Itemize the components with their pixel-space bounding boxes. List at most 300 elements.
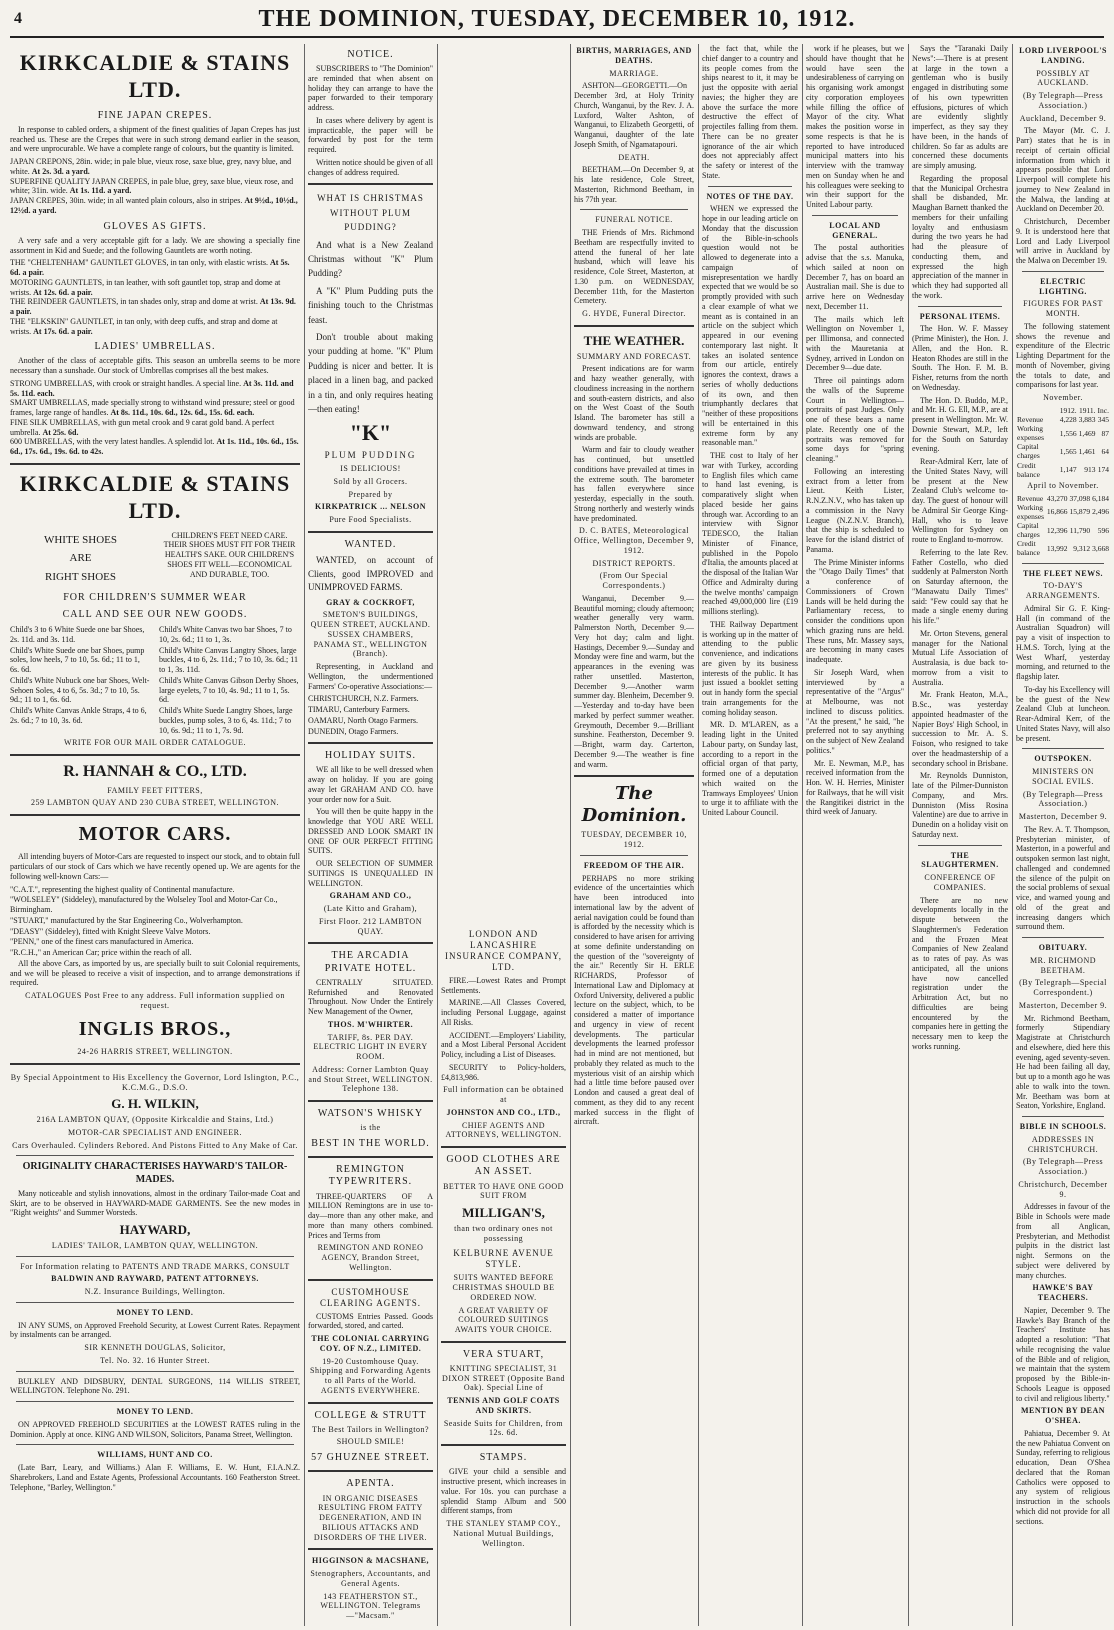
liverpool-sub: POSSIBLY AT AUCKLAND. bbox=[1036, 68, 1090, 88]
table-row: Revenue 4,228 3,883 345 bbox=[1017, 414, 1109, 424]
divider bbox=[574, 325, 694, 327]
k-prepared: Prepared by bbox=[348, 489, 393, 499]
k-pure: Pure Food Specialists. bbox=[329, 515, 412, 525]
notice-body-3: Written notice should be given of all changes of address required. bbox=[308, 157, 433, 177]
wilkin-appointment: By Special Appointment to His Excellency the Governor, Lord Islington, P.C., K.C.M.G., D.S.O. bbox=[10, 1072, 300, 1092]
divider bbox=[308, 1470, 433, 1472]
customs-name: THE COLONIAL CARRYING COY. OF N.Z., LIMITED. bbox=[311, 1334, 430, 1353]
customs-body: CUSTOMS Entries Passed. Goods forwarded, stored, and carted. bbox=[308, 1311, 433, 1331]
liverpool-body: The Mayor (Mr. C. J. Parr) states that he is in receipt of certain official information from which it appears possible that Lord Liverpool will complete his journey to New Zealand in the Malwa, the landing at Auckland on December 20. bbox=[1016, 126, 1110, 214]
shoes-line: RIGHT SHOES bbox=[44, 571, 116, 583]
divider bbox=[580, 209, 688, 210]
funeral-heading: FUNERAL NOTICE. bbox=[595, 215, 673, 225]
outspoken-body: The Rev. A. T. Thompson, Presbyterian minister, of Masterton, in a powerful and outspoken sermon last night, challenged and condemned the silence of the pulpit on the social problems of sexual vice, and warned young and old of the great and increasing dangers which surround them. bbox=[1016, 824, 1110, 932]
arcadia-owner: THOS. M'WHIRTER. bbox=[327, 1019, 414, 1029]
watson-is: is the bbox=[360, 1123, 381, 1133]
london-item: MARINE.—All Classes Covered, including Personal Luggage, against All Risks. bbox=[441, 998, 566, 1027]
column-rule bbox=[304, 44, 305, 1626]
notice-heading: NOTICE. bbox=[347, 49, 394, 60]
figures-label: November. bbox=[1043, 393, 1083, 402]
electric-body: The following statement shows the revenue and expenditure of the Electric Lighting Department for the month of November, giving the totals to date, and comparisons for last year. bbox=[1016, 321, 1110, 390]
arcadia-body: CENTRALLY SITUATED. Refurnished and Renovated Throughout. Now Under the Entirely New Management of the Owner, bbox=[308, 977, 433, 1017]
catalogue-note: WRITE FOR OUR MAIL ORDER CATALOGUE. bbox=[64, 738, 246, 748]
liverpool-place: Auckland, December 9. bbox=[1019, 113, 1107, 123]
newspaper-title: THE DOMINION, TUESDAY, DECEMBER 10, 1912. bbox=[258, 6, 856, 32]
divider bbox=[16, 1371, 294, 1372]
wilkin-note: Cars Overhauled. Cylinders Rebored. And Pistons Fitted to Any Make of Car. bbox=[12, 1140, 298, 1150]
umbrella-item: FINE SILK UMBRELLAS, with gun metal crook and 9 carat gold band. A perfect umbrella. At 25s. 6d. bbox=[10, 417, 275, 437]
inglis-heading: INGLIS BROS., bbox=[78, 1017, 232, 1040]
liverpool-wire: (By Telegraph—Press Association.) bbox=[1022, 91, 1104, 110]
column-rule bbox=[1012, 44, 1013, 1626]
holiday-body-2: You will then be quite happy in the knowledge that YOU ARE WELL DRESSED AND LOOK SMART IN ONE OF OUR PERFECT FITTING SUITS. bbox=[308, 807, 433, 856]
london-agent-sub: CHIEF AGENTS AND ATTORNEYS, WELLINGTON. bbox=[445, 1120, 562, 1140]
personal-body: Mr. Frank Heaton, M.A., B.Sc., was yesterday appointed headmaster of the Napier Boys' High School, in succession to Mr. A. S. Foison, who resigned to take over the headmastership of a secondary school in Brisbane. bbox=[912, 690, 1008, 768]
watson-best: BEST IN THE WORLD. bbox=[311, 1138, 430, 1150]
gray-item: OAMARU, North Otago Farmers. bbox=[308, 715, 418, 725]
hannah-address: 259 LAMBTON QUAY AND 230 CUBA STREET, WELLINGTON. bbox=[31, 798, 279, 808]
motor-item: "DEASY" (Siddeley), fitted with Knight Sleeve Valve Motors. bbox=[10, 926, 211, 936]
umbrellas-heading: LADIES' UMBRELLAS. bbox=[94, 341, 216, 353]
remington-body: THREE-QUARTERS OF A MILLION Remingtons are in use to-day—more than any other make, and more than many others combined. Prices and Terms from bbox=[308, 1191, 433, 1240]
holiday-body: WE all like to be well dressed when away on holiday. If you are going away let GRAHAM AND CO. have your order now for a Suit. bbox=[308, 765, 433, 804]
clothes-body: BETTER TO HAVE ONE GOOD SUIT FROM bbox=[443, 1181, 564, 1201]
reports-heading: DISTRICT REPORTS. bbox=[592, 558, 676, 568]
vera-price: Seaside Suits for Children, from 12s. 6d. bbox=[443, 1418, 564, 1438]
kelburne-style: KELBURNE AVENUE STYLE. bbox=[453, 1248, 554, 1270]
obituary-name: MR. RICHMOND BEETHAM. bbox=[1029, 955, 1096, 975]
bible-body: Addresses in favour of the Bible in Schools were made from all Anglican, Presbyterian, and Methodist pulpits in the district last night. Sermons on the subject were delivered by many churches. bbox=[1016, 1202, 1110, 1280]
dean-body: Pahiatua, December 9. At the new Pahiatua Convent on Sunday, referring to religious education, Dean O'Shea declared that the Roman Catholics were opposed to any system of religious instruction in the schools which did not provide for all sections. bbox=[1016, 1428, 1110, 1526]
obituary-body: Mr. Richmond Beetham, formerly Stipendiary Magistrate at Christchurch and elsewhere, died here this evening, aged seventy-seven. He had been failing all day, but up to a month ago he was able to walk into the town. Mr. Beetham was born at Seaton, Yorkshire, England. bbox=[1016, 1013, 1110, 1111]
notice-body-2: In cases where delivery by agent is impracticable, the paper will be forwarded by post for the term required. bbox=[308, 115, 433, 155]
divider bbox=[16, 1444, 294, 1445]
outspoken-sub: MINISTERS ON SOCIAL EVILS. bbox=[1032, 767, 1094, 786]
k-sold: Sold by all Grocers. bbox=[333, 476, 408, 486]
local-body: The postal authorities advise that the s.s. Manuka, which sailed at noon on December 7, has on board an Australian mail. She is due to arrive here on Wednesday next, December 11. bbox=[806, 243, 904, 311]
masthead bbox=[0, 0, 1114, 40]
hayward-sub: LADIES' TAILOR, LAMBTON QUAY, WELLINGTON. bbox=[51, 1240, 259, 1250]
customs-address: 19-20 Customhouse Quay. Shipping and Forwarding Agents to all Parts of the World. AGENTS EVERYWHERE. bbox=[310, 1356, 431, 1395]
shoe-item: Child's 3 to 6 White Suede one bar Shoes, 2s. 11d. and 3s. 11d. bbox=[10, 625, 145, 644]
figures-table bbox=[1016, 494, 1110, 558]
london-agent: JOHNSTON AND CO., LTD., bbox=[446, 1107, 561, 1117]
umbrella-item: STRONG UMBRELLAS, with crook or straight handles. A special line. At 3s. 11d. and 5s. 11d. each. bbox=[10, 378, 294, 398]
reports-sub: (From Our Special Correspondents.) bbox=[599, 571, 669, 591]
gray-address: SMETON'S BUILDINGS, QUEEN STREET, AUCKLAND. SUSSEX CHAMBERS, PANAMA ST., WELLINGTON (Branch). bbox=[310, 610, 431, 659]
milligan-name: MILLIGAN'S, bbox=[462, 1205, 545, 1220]
electric-heading: ELECTRIC LIGHTING. bbox=[1039, 276, 1087, 296]
local-heading: LOCAL AND GENERAL. bbox=[829, 220, 881, 240]
money-body: IN ANY SUMS, on Approved Freehold Security, at Lowest Current Rates. Repayment by instalments can be arranged. bbox=[10, 1320, 300, 1340]
figures-table bbox=[1016, 406, 1110, 479]
column-ads-middle bbox=[308, 44, 433, 1626]
notice-body: SUBSCRIBERS to "The Dominion" are reminded that when absent on holiday they can arrange to have the paper forwarded to their temporary address. bbox=[308, 64, 433, 113]
column-local bbox=[806, 44, 904, 1626]
fleet-body: Admiral Sir G. F. King-Hall (in command of the Australian Squadron) will pay a visit of inspection to H.M.S. Torch, lying at the West Wharf, yesterday morning, and returned to the flagship later. bbox=[1016, 603, 1110, 682]
london-item: SECURITY to Policy-holders, £4,813,986. bbox=[441, 1062, 566, 1082]
funeral-body: THE Friends of Mrs. Richmond Beetham are respectfully invited to attend the funeral of her late husband, which will leave his residence, Cole Street, Masterton, at 1.30 p.m. on WEDNESDAY, December 11th, for the Masterton Cemetery. bbox=[574, 228, 694, 306]
motor-intro: All intending buyers of Motor-Cars are requested to inspect our stock, and to obtain full particulars of our stock of Cars which we have recently opened up. We are agents for the following well-known Cars:— bbox=[10, 852, 300, 881]
divider bbox=[16, 1155, 294, 1156]
patents-intro: For Information relating to PATENTS AND TRADE MARKS, CONSULT bbox=[20, 1261, 290, 1271]
variety: A GREAT VARIETY OF COLOURED SUITINGS AWAITS YOUR CHOICE. bbox=[454, 1305, 553, 1335]
obituary-heading: OBITUARY. bbox=[1038, 943, 1088, 953]
patents-address: N.Z. Insurance Buildings, Wellington. bbox=[84, 1287, 226, 1297]
outspoken-place: Masterton, December 9. bbox=[1018, 812, 1108, 822]
weather-heading: THE WEATHER. bbox=[583, 332, 685, 348]
local-body: Mr. E. Newman, M.P., has received information from the Hon. W. H. Herries, Minister for Railways, that he will visit the Rangitikei district in the third week of January. bbox=[806, 758, 904, 817]
london-heading: LONDON AND LANCASHIRE INSURANCE COMPANY, LTD. bbox=[444, 929, 563, 972]
divider bbox=[574, 775, 694, 777]
column-personal bbox=[912, 44, 1008, 1626]
column-editorial bbox=[574, 44, 694, 1626]
higginson-name: HIGGINSON & MACSHANE, bbox=[312, 1556, 429, 1566]
motor-catalogue: CATALOGUES Post Free to any address. Full information supplied on request. bbox=[25, 991, 285, 1010]
liverpool-body: Christchurch, December 9. It is understood here that Lord and Lady Liverpool will arrive in Auckland by the Malwa on December 19. bbox=[1016, 217, 1110, 265]
outspoken-wire: (By Telegraph—Press Association.) bbox=[1022, 789, 1104, 809]
notes-body: WHEN we expressed the hope in our leading article on Monday that the discussion of the Bible-in-schools question would not be allowed to degenerate into a campaign of misrepresentation we hardly expected that we would be so promptly provided with such a clear example of what we meant as is contained in an article on the subject which appeared in our evening contemporary last night. It takes an isolated sentence from our article, entirely ignores the context, draws a series of wholly deductions of its own, and then triumphantly declares that "neither of these propositions will be entertained in this extreme form by any reasonable man." bbox=[702, 204, 798, 448]
hayward-heading: ORIGINALITY CHARACTERISES HAYWARD'S TAILOR-MADES. bbox=[22, 1161, 288, 1185]
watson-heading: WATSON'S WHISKY bbox=[317, 1108, 424, 1120]
k-delicious: IS DELICIOUS! bbox=[340, 464, 401, 474]
london-item: ACCIDENT.—Employers' Liability, and a Most Liberal Personal Accident Policy, including a List of Diseases. bbox=[441, 1030, 566, 1060]
wilkin-role: MOTOR-CAR SPECIALIST AND ENGINEER. bbox=[67, 1127, 243, 1137]
divider bbox=[308, 1100, 433, 1102]
gloves-intro: A very safe and a very acceptable gift for a lady. We are showing a specially fine assortment in Kid and Suede; and the following Gauntlets are worth noting. bbox=[10, 235, 300, 255]
london-info: Full information can be obtained at bbox=[443, 1085, 564, 1105]
inglis-address: 24-26 HARRIS STREET, WELLINGTON. bbox=[77, 1047, 233, 1057]
article-body: the fact that, while the chief danger to a country and its people comes from the ships nearest to it, it may be just the opposite with aerial navies; the higher they are above the surface the more destructive the effect of projectiles falling from them. There can be no greater ignorance of the air which does not appreciably affect the safety or interest of the State. bbox=[702, 44, 798, 180]
wanted-body: WANTED, on account of Clients, good IMPROVED and UNIMPROVED FARMS. bbox=[308, 555, 433, 593]
money-tel: Tel. No. 32. 16 Hunter Street. bbox=[100, 1355, 210, 1365]
wanted-heading: WANTED. bbox=[344, 538, 397, 550]
divider bbox=[16, 1302, 294, 1303]
upper-spacer bbox=[441, 44, 566, 924]
column-notes bbox=[702, 44, 798, 1626]
personal-body: Mr. Orton Stevens, general manager for the National Mutual Life Association of Australasia, is due back to-morrow from a visit to Australia. bbox=[912, 628, 1008, 687]
gray-name: GRAY & COCKROFT, bbox=[326, 597, 415, 607]
divider bbox=[308, 1548, 433, 1550]
apenta-body: IN ORGANIC DISEASES RESULTING FROM FATTY DEGENERATION, AND IN BILIOUS ATTACKS AND DISORDERS OF THE LIVER. bbox=[313, 1493, 428, 1542]
table-row: Capital charges 1,565 1,461 64 bbox=[1017, 442, 1109, 461]
freedom-heading: FREEDOM OF THE AIR. bbox=[583, 860, 685, 870]
divider bbox=[1022, 937, 1104, 938]
motor-item: "C.A.T.", representing the highest quality of Continental manufacture. bbox=[10, 884, 235, 894]
motor-outro: All the above Cars, as imported by us, are specially built to suit Colonial requirements, and we will be pleased to receive a visit of inspection, and to arrange demonstrations if required. bbox=[10, 958, 300, 988]
column-ads-left bbox=[10, 44, 300, 1626]
funeral-sign: G. HYDE, Funeral Director. bbox=[582, 309, 686, 318]
divider bbox=[1022, 1116, 1104, 1117]
table-row: Working expenses 16,866 15,879 2,496 bbox=[1017, 502, 1109, 521]
patents-name: BALDWIN AND RAYWARD, PATENT ATTORNEYS. bbox=[51, 1274, 259, 1284]
money-name: SIR KENNETH DOUGLAS, Solicitor, bbox=[84, 1343, 226, 1353]
shoe-item: Child's White Suede one bar Shoes, pump soles, low heels, 7 to 10, 5s. 6d.; 11 to 1, 6s. 6d. bbox=[10, 645, 145, 675]
personal-body: Referring to the late Rev. Father Costello, who died suddenly at Palmerston North on Saturday afternoon, the "Manawatu Daily Times" said: "Few could say that he made a single enemy during his life." bbox=[912, 547, 1008, 625]
umbrella-item: 600 UMBRELLAS, with the very latest handles. A splendid lot. At 1s. 11d., 10s. 6d., 15s. 6d., 17s. 6d., 19s. 6d. to 42s. bbox=[10, 437, 299, 457]
fleet-sub: TO-DAY'S ARRANGEMENTS. bbox=[1025, 581, 1101, 601]
suits-wanted: SUITS WANTED BEFORE CHRISTMAS SHOULD BE ORDERED NOW. bbox=[452, 1273, 555, 1302]
divider bbox=[918, 306, 1002, 307]
local-body: The Prime Minister informs the "Otago Daily Times" that a conference of Commissioners of Crown Lands will be held during the Parliamentary recess, to consider the conditions upon which grazing runs are held. These runs, Mr. Massey says, are becoming in many cases inadequate. bbox=[806, 557, 904, 664]
kirkcaldie-heading: KIRKCALDIE & STAINS LTD. bbox=[19, 50, 291, 102]
fleet-body: To-day his Excellency will be the guest of the New Zealand Club at luncheon. Rear-Admiral Kerr, of the United States Navy, will also be present. bbox=[1016, 684, 1110, 743]
shoes-line: WHITE SHOES bbox=[43, 533, 118, 546]
shoe-item: Child's White Canvas Gibson Derby Shoes, large eyelets, 7 to 10, 4s. 9d.; 11 to 1, 5s. 6d. bbox=[159, 675, 299, 705]
umbrellas-intro: Another of the class of acceptable gifts. This season an umbrella seems to be more necessary than a sunshade. Our stock of Umbrellas comprises all the best makes. bbox=[10, 356, 300, 376]
vera-heading: VERA STUART, bbox=[462, 1348, 545, 1360]
remington-agent: REMINGTON AND RONEO AGENCY, Brandon Street, Wellington. bbox=[317, 1243, 424, 1272]
slaughter-body: There are no new developments locally in the dispute between the Slaughtermen's Federation and the Frozen Meat Companies of New Zealand as to rates of pay. As was anticipated, all the unions have now cancelled registration under the Arbitration Act, but no difficulties are being encountered by the companies here in getting the necessary men to keep the works running. bbox=[912, 895, 1008, 1051]
gloves-item: THE "ELKSKIN" GAUNTLET, in tan only, with deep cuffs, and strap and dome at wrists. At 17s. 6d. a pair. bbox=[10, 316, 278, 336]
shoe-item: Child's White Canvas two bar Shoes, 7 to 10, 2s. 6d.; 11 to 1, 3s. bbox=[159, 625, 292, 644]
divider bbox=[308, 942, 433, 944]
notes-body: THE cost to Italy of her war with Turkey, according to English files which came to hand last evening, is comparatively slight when placed beside her gains through war. According to an interview with Signor TEDESCO, the Italian Minister of Finance, published in the Popolo d'Italia, the amounts placed at the disposal of the Italian War Office and Admiralty during the twelve months' campaign reached 49,000,000 lire (£19 millions sterling). bbox=[702, 451, 798, 616]
table-row: Credit balance 13,992 9,312 3,668 bbox=[1017, 539, 1109, 558]
divider bbox=[308, 1402, 433, 1404]
motor-item: "R.C.H.," an American Car; price within the reach of all. bbox=[10, 948, 192, 958]
remington-heading: REMINGTON TYPEWRITERS. bbox=[328, 1164, 413, 1188]
notes-body: THE Railway Department is working up in the matter of attending to the public convenience, and indications are given by its business interests of the public. It has just issued a booklet setting out in handy form the special train arrangements for the coming holiday season. bbox=[702, 619, 798, 717]
weather-body: Warm and fair to cloudy weather has continued, but unsettled conditions have prevailed at times in the extreme south. The barometer has fallen everywhere since yesterday, especially in the south. Strong northerly and westerly winds have predominated. bbox=[574, 445, 694, 523]
gray-item: DUNEDIN, Otago Farmers. bbox=[308, 726, 399, 736]
crepes-item: JAPAN CREPONS, 28in. wide; in pale blue, vieux rose, saxe blue, grey, navy blue, and white. At 2s. 3d. a yard. bbox=[10, 157, 292, 176]
shoes-care: CHILDREN'S FEET NEED CARE. THEIR SHOES MUST FIT FOR THEIR HEALTH'S SAKE. OUR CHILDREN'S SHOES FIT WELL—ECONOMICAL AND DURABLE, TOO. bbox=[163, 530, 296, 579]
bible-place: Christchurch, December 9. bbox=[1018, 1179, 1108, 1199]
local-body: The mails which left Wellington on November 1, per Illimonsa, and connected with the Mauretania at Sydney, arrived in London on December 9—due date. bbox=[806, 314, 904, 373]
vera-body: KNITTING SPECIALIST, 31 DIXON STREET (Opposite Band Oak). Special Line of bbox=[442, 1363, 565, 1393]
personal-body: Mr. Reynolds Dunniston, late of the Pilmer-Dunniston Company, and Mrs. Dunniston (Miss Rosina Valentine) are due to arrive in Dunedin on a holiday visit on Saturday next. bbox=[912, 771, 1008, 839]
page-number: 4 bbox=[14, 10, 22, 27]
dominion-nameplate: The Dominion. bbox=[581, 783, 687, 827]
crepes-item: SUPERFINE QUALITY JAPAN CREPES, in pale blue, grey, saxe blue, vieux rose, and white; 31in. wide. At 1s. 11d. a yard. bbox=[10, 176, 294, 196]
weather-body: Present indications are for warm and hazy weather generally, with cloudiness increasing in the northern and south-eastern districts, and also on the West Coast of the South Island. The barometer has still a downward tendency, and strong winds are probable. bbox=[574, 364, 694, 442]
bible-wire: (By Telegraph—Press Association.) bbox=[1022, 1157, 1104, 1177]
stamps-body: GIVE your child a sensible and instructive present, which increases in value. For 10s. you can purchase a splendid Stamp Album and 500 different stamps, from bbox=[441, 1467, 566, 1516]
arcadia-tariff: TARIFF, 8s. PER DAY. ELECTRIC LIGHT IN EVERY ROOM. bbox=[313, 1032, 428, 1062]
weather-sign: D. C. BATES, Meteorological Office, Wellington, December 9, 1912. bbox=[574, 526, 694, 555]
masthead-rule bbox=[10, 36, 1104, 38]
column-rule bbox=[437, 44, 438, 1626]
crepes-intro: In response to cabled orders, a shipment of the finest qualities of Japan Crepes has just reached us. These are the Crepes that were in such strong demand earlier in the season, and were unprocurable. We have a complete range of colours, but the quantity is limited. bbox=[10, 124, 300, 154]
christmas-body: And what is a New Zealand Christmas without "K" Plum Pudding? bbox=[308, 239, 433, 279]
divider bbox=[16, 1256, 294, 1257]
divider bbox=[308, 531, 433, 533]
marriage-body: ASHTON—GEORGETTI.—On December 3rd, at Holy Trinity Church, Wanganui, by the Rev. J. A. Luxford, Walter Ashton, of Wanganui, to Elizabeth Georgetti, of Wanganui, daughter of the late Joseph Smith, of Ngamatapouri. bbox=[574, 81, 694, 149]
hayward-body: Many noticeable and stylish innovations, almost in the ordinary Tailor-made Coat and Skirt, are to be observed in HAYWARD-MADE GARMENTS. See the new modes in "Right weights" and Summer Worsteds. bbox=[10, 1188, 300, 1218]
liverpool-heading: LORD LIVERPOOL'S LANDING. bbox=[1019, 46, 1107, 65]
personal-body: The Hon. W. F. Massey (Prime Minister), the Hon. J. Allen, and the Hon. R. Heaton Rhodes are still in the South. The Hon. F. M. B. Fisher, returns from the north on Wednesday. bbox=[912, 324, 1008, 392]
shoe-item: Child's White Suede Langtry Shoes, large buckles, pump soles, 3 to 6, 4s. 11d.; 7 to 10, 6s. 9d.; 11 to 1, 7s. 9d. bbox=[159, 706, 293, 735]
motor-item: "STUART," manufactured by the Star Engineering Co., Wolverhampton. bbox=[10, 915, 243, 925]
graham-name: GRAHAM AND CO., bbox=[329, 891, 412, 901]
gray-rep: Representing, in Auckland and Wellington, the undermentioned Farmers' Co-operative Associations:— bbox=[308, 662, 433, 691]
article-body: Regarding the proposal that the Municipal Orchestra shall be disbanded, Mr. Maughan Barnett thanked the members for their unfailing loyalty and enthusiasm during the two years he had had the pleasure of conducting them, and expressed the high appreciation of the manner in which they had supported all the work. bbox=[912, 173, 1008, 300]
divider bbox=[441, 1444, 566, 1446]
divider bbox=[10, 463, 300, 465]
williams-heading: WILLIAMS, HUNT AND CO. bbox=[97, 1450, 213, 1460]
table-row: Revenue 43,270 37,098 6,184 bbox=[1017, 493, 1109, 503]
wilkin-name: G. H. WILKIN, bbox=[111, 1096, 199, 1112]
bible-heading: BIBLE IN SCHOOLS. bbox=[1019, 1122, 1107, 1132]
table-row: Credit balance 1,147 913 174 bbox=[1017, 460, 1109, 479]
divider bbox=[1022, 271, 1104, 272]
divider bbox=[580, 855, 688, 856]
divider bbox=[1022, 748, 1104, 749]
divider bbox=[10, 754, 300, 756]
marriage-label: MARRIAGE. bbox=[609, 68, 659, 78]
electric-sub: FIGURES FOR PAST MONTH. bbox=[1023, 299, 1103, 318]
arcadia-heading: THE ARCADIA PRIVATE HOTEL. bbox=[324, 950, 417, 974]
column-rule bbox=[698, 44, 699, 1626]
stamps-name: THE STANLEY STAMP COY., National Mutual Buildings, Wellington. bbox=[446, 1519, 561, 1548]
london-item: FIRE.—Lowest Rates and Prompt Settlements. bbox=[441, 975, 566, 995]
reports-body: Wanganui, December 9.—Beautiful morning; cloudy afternoon; weather generally very warm. Palmerston North, December 9.—Very hot day; calm and light. Hastings, December 9.—Sunday and Monday were fine and warm, but the appearances in the evening was rather unsettled. Masterton, December 9.—Another warm summer day. Blenheim, December 9.—Yesterday and to-day have been marked by perfect summer weather. Greymouth, December 9.—Brilliant sunshine. Featherston, December 9.—Bright, warm day. Carterton, December 9.—The weather is fine and warm. bbox=[574, 593, 694, 769]
shoe-item: Child's White Canvas Ankle Straps, 4 to 6, 2s. 6d.; 7 to 10, 3s. 6d. bbox=[10, 706, 147, 725]
shoes-call: CALL AND SEE OUR NEW GOODS. bbox=[62, 608, 248, 620]
milligan-body: than two ordinary ones not possessing bbox=[454, 1223, 553, 1243]
bulkley-ad: BULKLEY AND DIDSBURY, DENTAL SURGEONS, 114 WILLIS STREET, WELLINGTON. Telephone No. 291. bbox=[10, 1376, 300, 1396]
christmas-heading: WHAT IS CHRISTMAS WITHOUT PLUM PUDDING? bbox=[317, 193, 424, 233]
holiday-body-3: OUR SELECTION OF SUMMER SUITINGS IS UNEQUALLED IN WELLINGTON. bbox=[308, 859, 433, 888]
year-header: 1911. bbox=[1078, 405, 1096, 415]
table-row: Capital charges 12,396 11,790 596 bbox=[1017, 521, 1109, 540]
dean-heading: MENTION BY DEAN O'SHEA. bbox=[1020, 1406, 1106, 1426]
shoe-item: Child's White Canvas Langtry Shoes, large buckles, 4 to 6, 2s. 11d.; 7 to 10, 3s. 6d.; 11 to 1, 3s. 11d. bbox=[159, 645, 298, 675]
outspoken-heading: OUTSPOKEN. bbox=[1034, 754, 1092, 764]
divider bbox=[918, 845, 1002, 846]
weather-sub: SUMMARY AND FORECAST. bbox=[576, 351, 692, 361]
figures-label: April to November. bbox=[1027, 480, 1099, 490]
divider bbox=[441, 1341, 566, 1343]
hawkes-heading: HAWKE'S BAY TEACHERS. bbox=[1032, 1283, 1094, 1303]
money2-heading: MONEY TO LEND. bbox=[116, 1407, 194, 1417]
divider bbox=[308, 183, 433, 185]
column-news bbox=[1016, 44, 1110, 1626]
hayward-name: HAYWARD, bbox=[119, 1222, 191, 1238]
divider bbox=[308, 1156, 433, 1158]
divider bbox=[812, 215, 898, 216]
graham-sub: (Late Kitto and Graham), bbox=[323, 904, 418, 914]
column-rule bbox=[570, 44, 571, 1626]
gray-item: CHRISTCHURCH, N.Z. Farmers. bbox=[308, 694, 419, 704]
gray-item: TIMARU, Canterbury Farmers. bbox=[308, 705, 410, 715]
local-body: Following an interesting extract from a letter from Lieut. Keith Lister, R.N.Z.N.V., who has taken up a commission in the Navy League (N.Z.N.V. Branch), that the ship is scheduled to leave for the island district of Panama. bbox=[806, 466, 904, 554]
column-ads-right bbox=[441, 44, 566, 1626]
hannah-heading: R. HANNAH & CO., LTD. bbox=[63, 763, 247, 781]
motor-cars-heading: MOTOR CARS. bbox=[78, 823, 232, 846]
personal-heading: PERSONAL ITEMS. bbox=[919, 311, 1001, 321]
shoes-ad bbox=[10, 531, 300, 587]
stamps-heading: STAMPS. bbox=[479, 1452, 528, 1464]
crepes-item: JAPAN CREPES, 30in. wide; in all wanted plain colours, also in stripes. At 9½d., 10½d., 12½d. a yard. bbox=[10, 196, 298, 215]
fleet-heading: THE FLEET NEWS. bbox=[1022, 568, 1104, 578]
obituary-wire: (By Telegraph—Special Correspondent.) bbox=[1019, 978, 1107, 998]
personal-body: Rear-Admiral Kerr, late of the United States Navy, will be present at the New Zealand Club's welcome to-day. The guest of honour will be Admiral Sir George King-Hall, who is to leave Wellington for Sydney on route to England to-morrow. bbox=[912, 457, 1008, 544]
divider bbox=[308, 742, 433, 744]
k-plum-pudding: PLUM PUDDING bbox=[324, 450, 417, 461]
column-rule bbox=[908, 44, 909, 1626]
bible-sub: ADDRESSES IN CHRISTCHURCH. bbox=[1027, 1134, 1099, 1154]
hawkes-body: Napier, December 9. The Hawke's Bay Branch of the Teachers' Institute has adopted a resolution: "That while recognising the value of the Bible and of religion, we maintain that the system proposed by the Bible-in-Schools League is opposed to civil and religious liberty." bbox=[1016, 1305, 1110, 1403]
shoes-line: ARE bbox=[69, 552, 92, 565]
higginson-address: 143 FEATHERSTON ST., WELLINGTON. Telegrams—"Macsam." bbox=[320, 1591, 421, 1621]
arcadia-address: Address: Corner Lambton Quay and Stout Street, WELLINGTON. Telephone 138. bbox=[308, 1064, 433, 1094]
divider bbox=[708, 186, 792, 187]
slaughter-heading: THE SLAUGHTERMEN. bbox=[921, 850, 999, 870]
college-sub: The Best Tailors in Wellington? bbox=[311, 1424, 430, 1434]
divider bbox=[16, 1401, 294, 1402]
notes-heading: NOTES OF THE DAY. bbox=[706, 191, 794, 201]
dominion-date: TUESDAY, DECEMBER 10, 1912. bbox=[581, 830, 687, 850]
clothes-heading: GOOD CLOTHES ARE AN ASSET. bbox=[446, 1154, 561, 1178]
college-heading: COLLEGE & STRUTT bbox=[314, 1409, 427, 1421]
divider bbox=[441, 1146, 566, 1148]
table-row: Working expenses 1,556 1,469 87 bbox=[1017, 424, 1109, 443]
article-body: Says the "Taranaki Daily News":—There is at present at large in the town a gentleman who is busily engaged in distributing some of his own typewritten effusions, pictures of which are evidently slightly imperfect, as they say they have been, in the hands of children. So far as adults are concerned these documents are simply amusing. bbox=[912, 44, 1008, 170]
graham-address: First Floor. 212 LAMBTON QUAY. bbox=[319, 916, 422, 936]
freedom-body: PERHAPS no more striking evidence of the uncertainties which have been introduced into international law by the advent of aerial navigation could be found than is afforded by the necessity which is considered to have arisen for arriving at some definite understanding on the question of the "sovereignty of the air." Recently Sir H. ERLE RICHARDS, Professor of International Law and Diplomacy at Oxford University, delivered a public lecture on the subject, which, to be considered a matter of importance and urgency in view of recent developments. The particular developments the learned professor had in mind are not mentioned, but probably they related as much to the mysterious visit of an airship which had a little time before paused over London and caused a great deal of comment, as they did to any recent marked success in the flight of aircraft. bbox=[574, 873, 694, 1127]
year-header: 1912. bbox=[1059, 405, 1077, 415]
gloves-item: THE "CHELTENHAM" GAUNTLET GLOVES, in tan only, with elastic wrists. At 5s. 6d. a pair. bbox=[10, 258, 290, 278]
williams-body: (Late Barr, Leary, and Williams.) Alan F. Williams, E. W. Hunt, F.I.A.N.Z. Sharebrokers, Land and Estate Agents, Professional Accountants. 160 Featherston Street. Telephone, "Barley, Wellington." bbox=[10, 1463, 300, 1492]
k-letter: "K" bbox=[349, 420, 392, 446]
death-label: DEATH. bbox=[618, 152, 650, 162]
hannah-sub: FAMILY FEET FITTERS, bbox=[107, 785, 203, 795]
article-body: work if he pleases, but we should have thought that he would have seen the undesirableness of carrying on his organising work amongst city corporation employees while filling the office of Mayor of the city. What makes the position worse in some respects is that he is reported to have introduced municipal matters into his interview with the tramway men on Sunday when he and his colleagues were seeking to win their support for the United Labour party. bbox=[806, 44, 904, 209]
higginson-body: Stenographers, Accountants, and General Agents. bbox=[310, 1569, 431, 1588]
slaughter-sub: CONFERENCE OF COMPANIES. bbox=[924, 873, 996, 892]
divider bbox=[308, 1279, 433, 1281]
christmas-body: A "K" Plum Pudding puts the finishing touch to the Christmas feast. bbox=[308, 285, 433, 325]
k-kirkpatrick: KIRKPATRICK ... NELSON bbox=[315, 502, 426, 512]
local-body: Three oil paintings adorn the walls of the Supreme Court in Wellington—portraits of past Judges. Only one of these bears a name plate. Recently one of the portraits was removed for some days for "spring cleaning." bbox=[806, 376, 904, 463]
money2-body: ON APPROVED FREEHOLD SECURITIES at the LOWEST RATES ruling in the Dominion. Apply at once. KING AND WILSON, Solicitors, Panama Street, Wellington. bbox=[10, 1419, 300, 1439]
customs-heading: CUSTOMHOUSE CLEARING AGENTS. bbox=[320, 1286, 421, 1308]
shoes-sub: FOR CHILDREN'S SUMMER WEAR bbox=[63, 591, 247, 603]
local-body: Sir Joseph Ward, when interviewed by a representative of the "Argus" at Melbourne, was not inclined to discuss politics. "At the present," he said, "he preferred not to say anything on the subject of New Zealand politics." bbox=[806, 667, 904, 755]
personal-body: The Hon. D. Buddo, M.P., and Mr. H. G. Ell, M.P., are at present in Wellington. Mr. W. Downie Stewart, M.P., left for the South on Saturday evening. bbox=[912, 395, 1008, 454]
vera-line: TENNIS AND GOLF COATS AND SKIRTS. bbox=[447, 1396, 560, 1415]
divider bbox=[10, 814, 300, 816]
obituary-place: Masterton, December 9. bbox=[1018, 1000, 1108, 1010]
gloves-heading: GLOVES AS GIFTS. bbox=[103, 220, 207, 232]
divider bbox=[10, 1063, 300, 1065]
money-heading: MONEY TO LEND. bbox=[116, 1307, 194, 1317]
gloves-item: MOTORING GAUNTLETS, in tan leather, with soft gauntlet top, strap and dome at wrists. At 12s. 6d. a pair. bbox=[10, 277, 281, 297]
crepes-heading: FINE JAPAN CREPES. bbox=[97, 109, 213, 121]
motor-item: "WOLSELEY" (Siddeley), manufactured by the Wolseley Tool and Motor-Car Co., Birmingham. bbox=[10, 895, 278, 915]
motor-item: "PENN," one of the finest cars manufactured in America. bbox=[10, 937, 194, 947]
births-heading: BIRTHS, MARRIAGES, AND DEATHS. bbox=[576, 46, 692, 65]
death-body: BEETHAM.—On December 9, at his late residence, Cole Street, Masterton, Richmond Beetham, in his 77th year. bbox=[574, 165, 694, 204]
college-smile: SHOULD SMILE! bbox=[336, 1437, 405, 1447]
notes-body: MR. D. M'LAREN, as a leading light in the United Labour party, on Sunday last, according to a report in the official organ of that party, formed one of a deputation which waited on the Tramways Employees' Union to urge it to affiliate with the United Labour Council. bbox=[702, 720, 798, 817]
shoe-item: Child's White Nubuck one bar Shoes, Welt-Sehoen Soles, 4 to 6, 5s. 3d.; 7 to 10, 5s. 9d.; 11 to 1, 6s. 6d. bbox=[10, 675, 150, 705]
apenta-heading: APENTA. bbox=[346, 1478, 395, 1490]
kirkcaldie-heading-2: KIRKCALDIE & STAINS LTD. bbox=[19, 470, 291, 523]
shoes-list bbox=[10, 624, 300, 736]
gloves-item: THE REINDEER GAUNTLETS, in tan shades only, strap and dome at wrist. At 13s. 9d. a pair. bbox=[10, 297, 296, 317]
christmas-body: Don't trouble about making your pudding at home. "K" Plum Pudding is nicer and better. It is placed in a linen bag, and packed in a tin, and only requires heating—then eating! bbox=[308, 331, 433, 414]
umbrella-item: SMART UMBRELLAS, made specially strong to withstand wind pressure; steel or good frames, large range of handles. At 8s. 11d., 10s. 6d., 12s. 6d., 15s. 6d. each. bbox=[10, 398, 295, 418]
small-ads bbox=[10, 1071, 300, 1496]
wilkin-address: 216A LAMBTON QUAY, (Opposite Kirkcaldie and Stains, Ltd.) bbox=[36, 1115, 274, 1125]
divider bbox=[1022, 563, 1104, 564]
column-rule bbox=[802, 44, 803, 1626]
college-address: 57 GHUZNEE STREET. bbox=[311, 1452, 430, 1464]
year-header: Inc. bbox=[1097, 405, 1109, 415]
